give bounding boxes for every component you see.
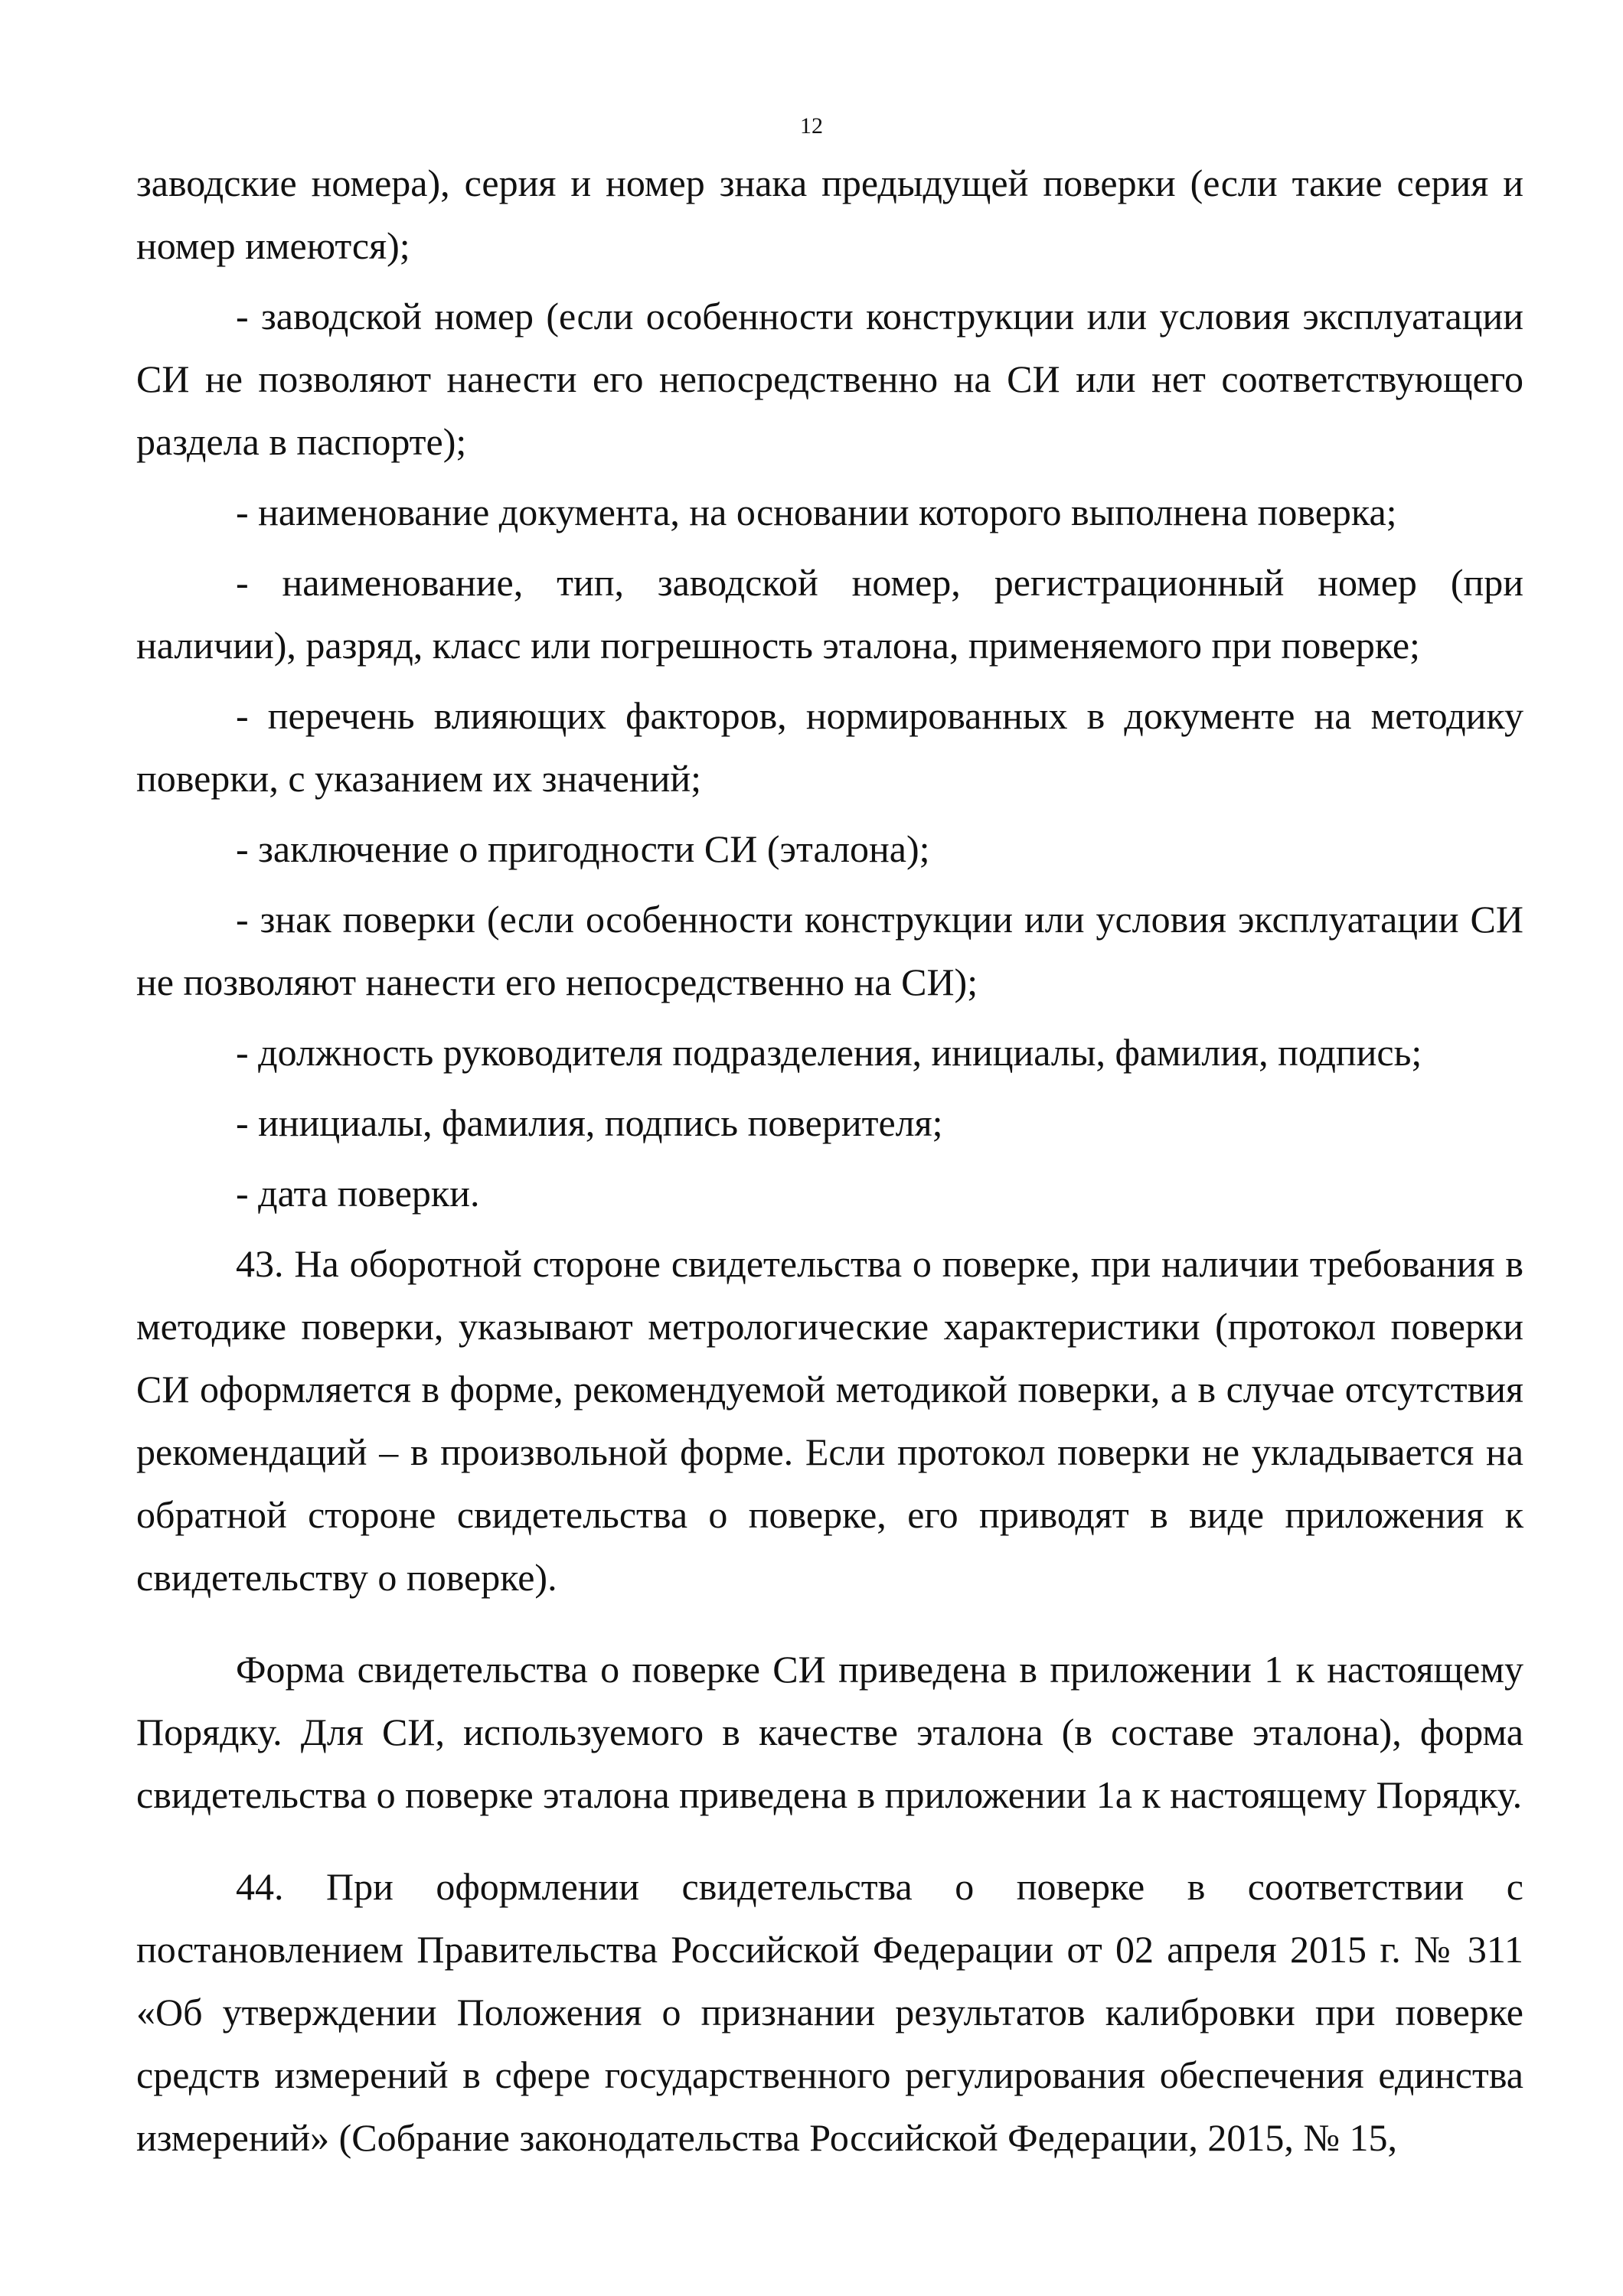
list-item-standard-info: - наименование, тип, заводской номер, регистрационный номер (при наличии), разряд, класс или погрешность эталона, применяемого при поверке;	[136, 561, 1523, 667]
paragraph-certificate-form: Форма свидетельства о поверке СИ приведена в приложении 1 к настоящему Порядку. Для СИ, используемого в качестве эталона (в составе эталона), форма свидетельства о поверке эталона приведена в приложении 1а к настоящему Порядку.	[136, 1648, 1523, 1816]
document-body	[136, 152, 1523, 2169]
list-item-serial-number: - заводской номер (если особенности конструкции или условия эксплуатации СИ не позволяют нанести его непосредственно на СИ или нет соответствующего раздела в паспорте);	[136, 295, 1523, 463]
list-item-influencing-factors: - перечень влияющих факторов, нормированных в документе на методику поверки, с указанием их значений;	[136, 694, 1523, 800]
list-item-document-name: - наименование документа, на основании которого выполнена поверка;	[236, 491, 1397, 533]
list-item-verification-mark: - знак поверки (если особенности конструкции или условия эксплуатации СИ не позволяют нанести его непосредственно на СИ);	[136, 898, 1523, 1003]
list-item-verification-date: - дата поверки.	[236, 1172, 480, 1215]
paragraph-44: 44. При оформлении свидетельства о поверке в соответствии с постановлением Правительства Российской Федерации от 02 апреля 2015 г. № 311 «Об утверждении Положения о признании результатов калибровки при поверке средств измерений в сфере государственного регулирования обеспечения единства измерений» (Собрание законодательства Российской Федерации, 2015, № 15,	[136, 1865, 1523, 2159]
list-item-head-position: - должность руководителя подразделения, инициалы, фамилия, подпись;	[236, 1031, 1422, 1074]
paragraph-continuation: заводские номера), серия и номер знака предыдущей поверки (если такие серия и номер имеются);	[136, 161, 1523, 267]
page-number: 12	[800, 113, 823, 139]
list-item-conclusion: - заключение о пригодности СИ (эталона);	[236, 827, 930, 870]
list-item-verifier-signature: - инициалы, фамилия, подпись поверителя;	[236, 1101, 943, 1144]
paragraph-43: 43. На оборотной стороне свидетельства о поверке, при наличии требования в методике поверки, указывают метрологические характеристики (протокол поверки СИ оформляется в форме, рекомендуемой методикой поверки, а в случае отсутствия рекомендаций – в произвольной форме. Если протокол поверки не укладывается на обратной стороне свидетельства о поверке, его приводят в виде приложения к свидетельству о поверке).	[136, 1242, 1523, 1599]
